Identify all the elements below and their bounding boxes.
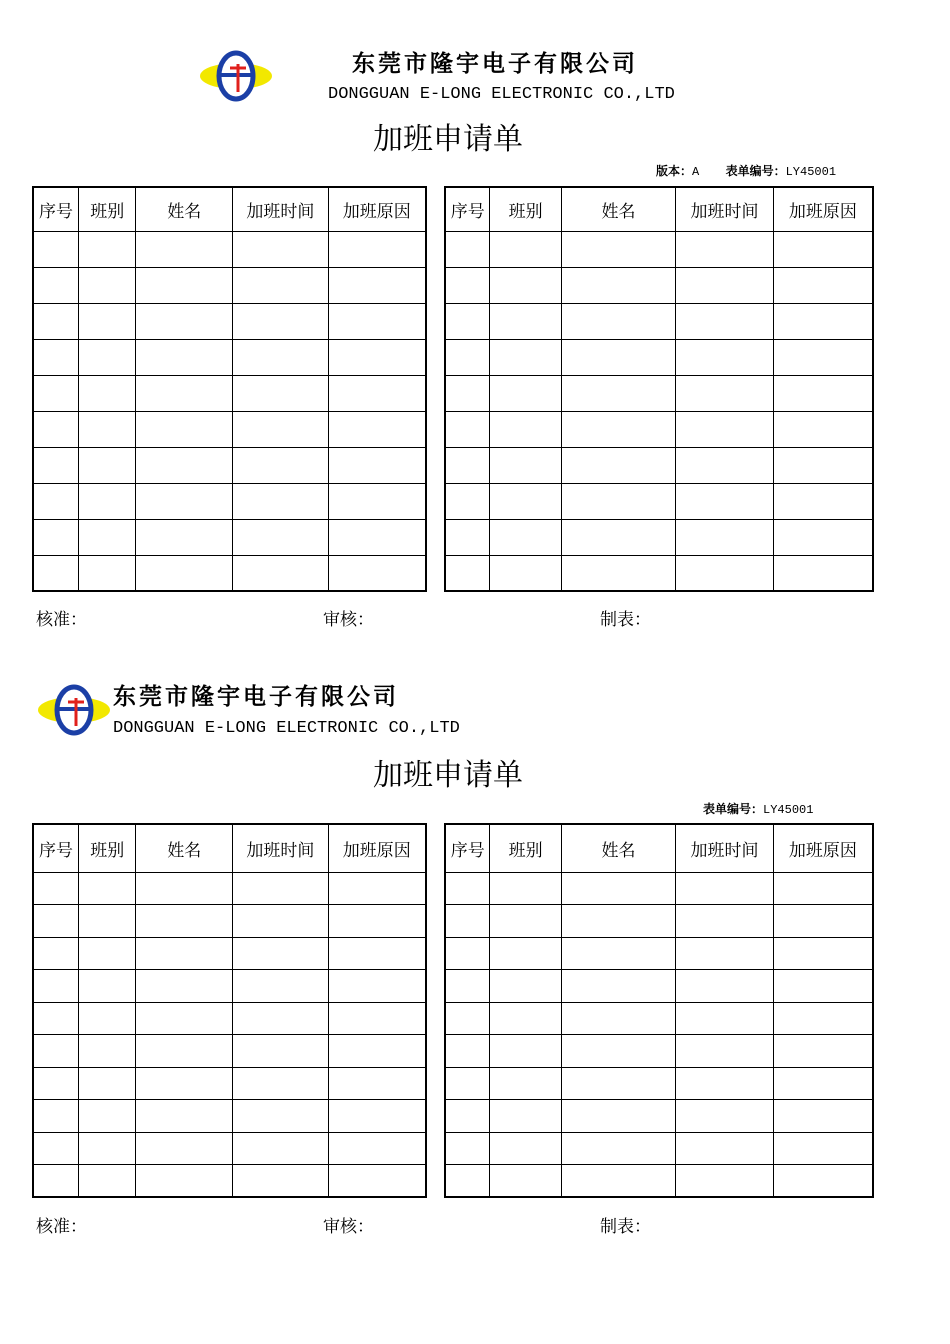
table-cell[interactable] — [561, 1067, 675, 1100]
table-row — [445, 447, 873, 483]
table-cell[interactable] — [773, 970, 873, 1003]
table-row — [33, 483, 426, 519]
table-cell[interactable] — [33, 447, 79, 483]
table-cell[interactable] — [490, 519, 561, 555]
table-cell[interactable] — [79, 1132, 136, 1165]
table-row — [445, 1132, 873, 1165]
column-header: 姓名 — [136, 187, 233, 231]
column-header: 加班原因 — [328, 187, 426, 231]
table-cell[interactable] — [33, 1067, 79, 1100]
table-row — [445, 1002, 873, 1035]
table-cell[interactable] — [233, 267, 328, 303]
table-cell[interactable] — [33, 937, 79, 970]
column-header: 加班时间 — [233, 187, 328, 231]
table-cell[interactable] — [773, 1165, 873, 1198]
table-cell[interactable] — [561, 970, 675, 1003]
table-cell[interactable] — [79, 937, 136, 970]
table-row — [33, 375, 426, 411]
table-cell[interactable] — [233, 1035, 328, 1068]
table-row — [445, 411, 873, 447]
column-header: 班别 — [490, 187, 561, 231]
table-cell[interactable] — [33, 339, 79, 375]
table-cell[interactable] — [79, 1100, 136, 1133]
review-label: 审核： — [323, 610, 374, 630]
column-header: 姓名 — [136, 824, 233, 872]
table-cell[interactable] — [676, 375, 774, 411]
column-header: 序号 — [445, 824, 490, 872]
table-cell[interactable] — [33, 411, 79, 447]
table-cell[interactable] — [445, 1132, 490, 1165]
table-cell[interactable] — [561, 519, 675, 555]
table-cell[interactable] — [561, 555, 675, 591]
table-cell[interactable] — [773, 375, 873, 411]
column-header: 加班时间 — [676, 824, 774, 872]
column-header: 加班原因 — [773, 187, 873, 231]
approve-label: 核准： — [36, 1217, 87, 1237]
table-row — [445, 1165, 873, 1198]
version-label: 版本： — [656, 164, 693, 178]
table-cell[interactable] — [490, 905, 561, 938]
table-cell[interactable] — [136, 1165, 233, 1198]
table-cell[interactable] — [445, 905, 490, 938]
table-cell[interactable] — [136, 937, 233, 970]
table-cell[interactable] — [561, 447, 675, 483]
table-cell[interactable] — [676, 303, 774, 339]
table-row — [33, 411, 426, 447]
table-row — [33, 1035, 426, 1068]
table-cell[interactable] — [33, 375, 79, 411]
table-row — [33, 1100, 426, 1133]
company-name-en: DONGGUAN E-LONG ELECTRONIC CO.,LTD — [328, 85, 675, 104]
table-cell[interactable] — [561, 1132, 675, 1165]
prepared-label: 制表： — [600, 1217, 651, 1237]
table-cell[interactable] — [233, 970, 328, 1003]
table-cell[interactable] — [33, 555, 79, 591]
table-cell[interactable] — [328, 1067, 426, 1100]
form-title: 加班申请单 — [373, 758, 523, 793]
table-cell[interactable] — [445, 303, 490, 339]
table-cell[interactable] — [79, 483, 136, 519]
table-cell[interactable] — [233, 1100, 328, 1133]
form-number-label: 表单编号： — [703, 802, 764, 816]
table-cell[interactable] — [676, 1035, 774, 1068]
approve-label: 核准： — [36, 610, 87, 630]
table-cell[interactable] — [233, 555, 328, 591]
table-cell[interactable] — [490, 970, 561, 1003]
table-row — [33, 519, 426, 555]
prepared-label: 制表： — [600, 610, 651, 630]
table-cell[interactable] — [561, 411, 675, 447]
table-cell[interactable] — [136, 483, 233, 519]
table-cell[interactable] — [445, 1165, 490, 1198]
table-cell[interactable] — [676, 339, 774, 375]
table-cell[interactable] — [33, 303, 79, 339]
table-cell[interactable] — [233, 231, 328, 267]
table-cell[interactable] — [676, 267, 774, 303]
table-cell[interactable] — [328, 905, 426, 938]
table-cell[interactable] — [773, 1132, 873, 1165]
table-cell[interactable] — [233, 1165, 328, 1198]
table-cell[interactable] — [490, 1035, 561, 1068]
table-cell[interactable] — [328, 1165, 426, 1198]
table-header-row — [445, 824, 873, 872]
table-cell[interactable] — [233, 1002, 328, 1035]
table-cell[interactable] — [33, 905, 79, 938]
table-cell[interactable] — [561, 872, 675, 905]
table-row — [445, 267, 873, 303]
table-cell[interactable] — [79, 1035, 136, 1068]
table-row — [33, 1132, 426, 1165]
review-label: 审核： — [323, 1217, 374, 1237]
table-cell[interactable] — [490, 872, 561, 905]
table-cell[interactable] — [33, 267, 79, 303]
column-header: 姓名 — [561, 187, 675, 231]
table-cell[interactable] — [490, 1067, 561, 1100]
table-cell[interactable] — [328, 872, 426, 905]
table-cell[interactable] — [773, 905, 873, 938]
table-cell[interactable] — [136, 1132, 233, 1165]
table-cell[interactable] — [233, 339, 328, 375]
table-cell[interactable] — [445, 970, 490, 1003]
table-row — [445, 555, 873, 591]
table-row — [445, 1067, 873, 1100]
company-logo-icon — [198, 50, 274, 102]
table-cell[interactable] — [136, 375, 233, 411]
table-cell[interactable] — [676, 519, 774, 555]
table-cell[interactable] — [561, 905, 675, 938]
table-row — [33, 970, 426, 1003]
table-cell[interactable] — [79, 1002, 136, 1035]
table-cell[interactable] — [136, 447, 233, 483]
table-cell[interactable] — [33, 1165, 79, 1198]
column-header: 班别 — [79, 824, 136, 872]
table-header-row — [33, 187, 426, 231]
table-cell[interactable] — [490, 555, 561, 591]
table-cell[interactable] — [445, 375, 490, 411]
table-row — [445, 303, 873, 339]
table-cell[interactable] — [445, 1035, 490, 1068]
table-cell[interactable] — [490, 375, 561, 411]
form-meta — [656, 162, 836, 179]
table-cell[interactable] — [136, 411, 233, 447]
table-cell[interactable] — [328, 1100, 426, 1133]
table-row — [33, 1165, 426, 1198]
table-cell[interactable] — [328, 303, 426, 339]
table-cell[interactable] — [33, 1035, 79, 1068]
table-cell[interactable] — [233, 375, 328, 411]
table-cell[interactable] — [233, 519, 328, 555]
table-cell[interactable] — [136, 339, 233, 375]
table-cell[interactable] — [773, 339, 873, 375]
table-cell[interactable] — [676, 447, 774, 483]
table-cell[interactable] — [328, 970, 426, 1003]
table-cell[interactable] — [676, 1132, 774, 1165]
table-cell[interactable] — [33, 519, 79, 555]
form-number-value: LY45001 — [785, 165, 837, 179]
table-cell[interactable] — [79, 447, 136, 483]
table-cell[interactable] — [445, 447, 490, 483]
table-cell[interactable] — [561, 231, 675, 267]
table-cell[interactable] — [490, 303, 561, 339]
table-cell[interactable] — [773, 1067, 873, 1100]
table-cell[interactable] — [445, 937, 490, 970]
table-cell[interactable] — [233, 872, 328, 905]
table-cell[interactable] — [233, 1132, 328, 1165]
table-cell[interactable] — [328, 1035, 426, 1068]
table-cell[interactable] — [676, 905, 774, 938]
table-cell[interactable] — [136, 267, 233, 303]
table-row — [445, 1035, 873, 1068]
table-cell[interactable] — [676, 1067, 774, 1100]
overtime-table-left — [32, 823, 427, 1198]
table-cell[interactable] — [136, 231, 233, 267]
column-header: 加班时间 — [233, 824, 328, 872]
table-cell[interactable] — [490, 231, 561, 267]
table-cell[interactable] — [328, 231, 426, 267]
table-cell[interactable] — [33, 1100, 79, 1133]
table-cell[interactable] — [79, 303, 136, 339]
table-cell[interactable] — [233, 905, 328, 938]
table-cell[interactable] — [33, 1002, 79, 1035]
column-header: 序号 — [33, 824, 79, 872]
table-cell[interactable] — [561, 937, 675, 970]
column-header: 加班时间 — [676, 187, 774, 231]
table-cell[interactable] — [136, 872, 233, 905]
table-row — [33, 339, 426, 375]
table-cell[interactable] — [773, 1002, 873, 1035]
table-row — [33, 1002, 426, 1035]
table-cell[interactable] — [676, 1100, 774, 1133]
form-number-value: LY45001 — [763, 803, 814, 817]
table-cell[interactable] — [79, 905, 136, 938]
table-row — [445, 1100, 873, 1133]
table-cell[interactable] — [33, 1132, 79, 1165]
form-meta — [703, 800, 813, 817]
column-header: 姓名 — [561, 824, 675, 872]
table-row — [33, 447, 426, 483]
table-cell[interactable] — [676, 970, 774, 1003]
table-row — [445, 231, 873, 267]
table-cell[interactable] — [233, 411, 328, 447]
table-cell[interactable] — [490, 937, 561, 970]
column-header: 序号 — [33, 187, 79, 231]
table-cell[interactable] — [490, 483, 561, 519]
table-cell[interactable] — [136, 1100, 233, 1133]
table-cell[interactable] — [445, 1100, 490, 1133]
table-cell[interactable] — [33, 970, 79, 1003]
table-cell[interactable] — [445, 483, 490, 519]
table-cell[interactable] — [328, 1002, 426, 1035]
table-cell[interactable] — [328, 411, 426, 447]
table-cell[interactable] — [561, 1165, 675, 1198]
table-cell[interactable] — [773, 519, 873, 555]
table-cell[interactable] — [328, 375, 426, 411]
table-cell[interactable] — [490, 1100, 561, 1133]
table-cell[interactable] — [79, 339, 136, 375]
table-cell[interactable] — [136, 519, 233, 555]
table-row — [33, 905, 426, 938]
column-header: 班别 — [79, 187, 136, 231]
table-cell[interactable] — [79, 970, 136, 1003]
table-cell[interactable] — [676, 1002, 774, 1035]
column-header: 班别 — [490, 824, 561, 872]
column-header: 序号 — [445, 187, 490, 231]
table-cell[interactable] — [676, 872, 774, 905]
table-cell[interactable] — [328, 555, 426, 591]
table-cell[interactable] — [773, 411, 873, 447]
table-row — [33, 872, 426, 905]
table-cell[interactable] — [561, 483, 675, 519]
table-cell[interactable] — [561, 339, 675, 375]
table-cell[interactable] — [79, 411, 136, 447]
table-cell[interactable] — [79, 375, 136, 411]
table-cell[interactable] — [773, 483, 873, 519]
table-cell[interactable] — [561, 267, 675, 303]
company-name-en: DONGGUAN E-LONG ELECTRONIC CO.,LTD — [113, 719, 460, 738]
table-cell[interactable] — [561, 375, 675, 411]
table-cell[interactable] — [445, 1067, 490, 1100]
table-cell[interactable] — [445, 267, 490, 303]
table-cell[interactable] — [773, 937, 873, 970]
version-value: A — [692, 165, 700, 179]
table-cell[interactable] — [490, 1132, 561, 1165]
table-cell[interactable] — [490, 1165, 561, 1198]
table-cell[interactable] — [490, 1002, 561, 1035]
company-name-cn: 东莞市隆宇电子有限公司 — [113, 683, 399, 710]
company-name-cn: 东莞市隆宇电子有限公司 — [352, 50, 638, 77]
column-header: 加班原因 — [328, 824, 426, 872]
table-cell[interactable] — [561, 1100, 675, 1133]
table-cell[interactable] — [676, 937, 774, 970]
table-row — [33, 1067, 426, 1100]
table-cell[interactable] — [561, 303, 675, 339]
table-cell[interactable] — [773, 303, 873, 339]
table-cell[interactable] — [490, 339, 561, 375]
table-cell[interactable] — [136, 970, 233, 1003]
table-row — [445, 970, 873, 1003]
table-cell[interactable] — [233, 483, 328, 519]
table-cell[interactable] — [328, 483, 426, 519]
table-cell[interactable] — [445, 411, 490, 447]
table-cell[interactable] — [676, 1165, 774, 1198]
table-cell[interactable] — [328, 447, 426, 483]
table-cell[interactable] — [79, 519, 136, 555]
table-cell[interactable] — [328, 519, 426, 555]
table-cell[interactable] — [233, 303, 328, 339]
table-row — [445, 375, 873, 411]
table-cell[interactable] — [136, 1035, 233, 1068]
table-cell[interactable] — [79, 1165, 136, 1198]
table-row — [33, 267, 426, 303]
table-header-row — [33, 824, 426, 872]
table-cell[interactable] — [561, 1035, 675, 1068]
table-cell[interactable] — [328, 1132, 426, 1165]
table-row — [445, 339, 873, 375]
table-cell[interactable] — [33, 483, 79, 519]
table-cell[interactable] — [561, 1002, 675, 1035]
table-row — [445, 519, 873, 555]
table-cell[interactable] — [445, 339, 490, 375]
table-cell[interactable] — [79, 1067, 136, 1100]
overtime-table-right — [444, 823, 874, 1198]
overtime-table-left — [32, 186, 427, 592]
table-row — [445, 872, 873, 905]
table-cell[interactable] — [136, 303, 233, 339]
table-cell[interactable] — [773, 872, 873, 905]
table-cell[interactable] — [490, 447, 561, 483]
table-cell[interactable] — [79, 872, 136, 905]
table-cell[interactable] — [773, 231, 873, 267]
overtime-table-right — [444, 186, 874, 592]
company-logo-icon — [36, 684, 112, 736]
table-cell[interactable] — [773, 555, 873, 591]
table-cell[interactable] — [773, 447, 873, 483]
table-row — [33, 231, 426, 267]
table-cell[interactable] — [328, 267, 426, 303]
table-cell[interactable] — [136, 1002, 233, 1035]
table-cell[interactable] — [233, 447, 328, 483]
table-cell[interactable] — [328, 339, 426, 375]
table-row — [445, 905, 873, 938]
table-cell[interactable] — [79, 231, 136, 267]
table-cell[interactable] — [233, 937, 328, 970]
table-row — [33, 937, 426, 970]
table-cell[interactable] — [136, 1067, 233, 1100]
table-cell[interactable] — [773, 1035, 873, 1068]
table-cell[interactable] — [445, 1002, 490, 1035]
table-cell[interactable] — [79, 267, 136, 303]
table-cell[interactable] — [490, 267, 561, 303]
table-cell[interactable] — [79, 555, 136, 591]
table-cell[interactable] — [136, 555, 233, 591]
table-cell[interactable] — [676, 231, 774, 267]
table-row — [445, 937, 873, 970]
table-cell[interactable] — [328, 937, 426, 970]
table-cell[interactable] — [445, 872, 490, 905]
table-cell[interactable] — [676, 483, 774, 519]
table-cell[interactable] — [445, 231, 490, 267]
table-cell[interactable] — [33, 231, 79, 267]
table-cell[interactable] — [445, 519, 490, 555]
table-cell[interactable] — [136, 905, 233, 938]
table-cell[interactable] — [445, 555, 490, 591]
table-cell[interactable] — [33, 872, 79, 905]
table-row — [445, 483, 873, 519]
table-cell[interactable] — [676, 555, 774, 591]
form-number-label: 表单编号： — [725, 164, 786, 178]
form-title: 加班申请单 — [373, 122, 523, 157]
table-row — [33, 303, 426, 339]
table-cell[interactable] — [233, 1067, 328, 1100]
table-row — [33, 555, 426, 591]
table-cell[interactable] — [773, 267, 873, 303]
table-cell[interactable] — [773, 1100, 873, 1133]
table-cell[interactable] — [490, 411, 561, 447]
table-cell[interactable] — [676, 411, 774, 447]
table-header-row — [445, 187, 873, 231]
column-header: 加班原因 — [773, 824, 873, 872]
